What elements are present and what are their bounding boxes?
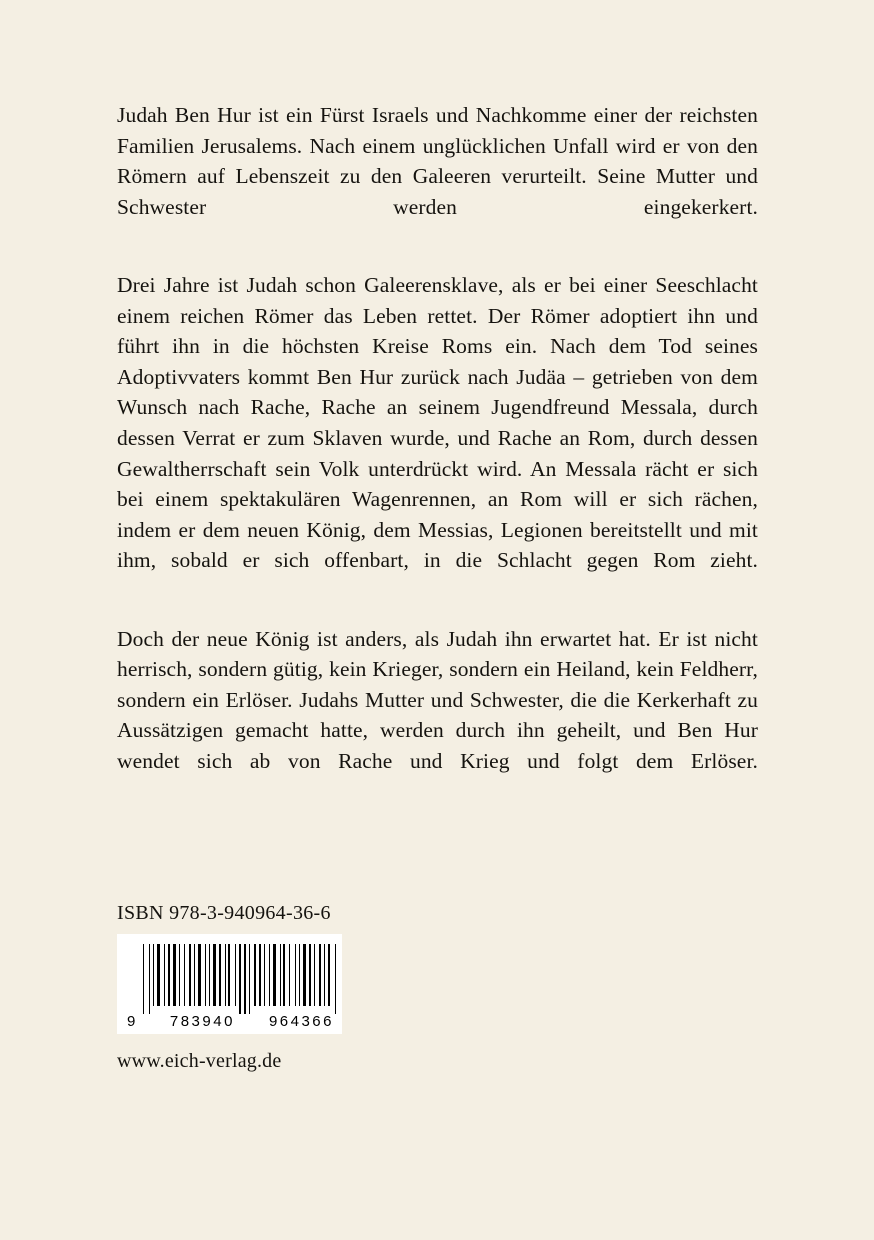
- barcode-bar: [211, 944, 212, 1006]
- barcode-bar: [281, 944, 282, 1006]
- barcode-bar: [189, 944, 191, 1006]
- barcode-bar: [155, 944, 156, 1006]
- barcode-bar: [328, 944, 330, 1006]
- barcode-bar: [271, 944, 272, 1006]
- barcode-bar: [280, 944, 281, 1006]
- barcode-bar: [168, 944, 170, 1006]
- barcode-lead-digit: 9: [127, 1013, 136, 1030]
- barcode-bar: [181, 944, 183, 1006]
- barcode-bar: [171, 944, 173, 1006]
- blurb-paragraph-2: Drei Jahre ist Judah schon Galeerensklave, als er bei einer Seeschlacht einem reichen Römer das Leben rettet. Der Römer adoptiert ihn und führt ihn in die höchsten Kreise Roms ein. Nach dem Tod seines Adoptivvaters kommt Ben Hur zurück nach Judäa – getrieben von dem Wunsch nach Rache, Rache an seinem Jugendfreund Messala, durch dessen Verrat er zum Sklaven wurde, und Rache an Rom, durch dessen Gewaltherrschaft sein Volk unterdrückt wird. An Messala rächt er sich bei einem spektakulären Wagenrennen, an Rom will er sich rächen, indem er dem neuen König, dem Messias, Legionen bereitstellt und mit ihm, sobald er sich offenbart, in die Schlacht gegen Rom zieht.: [117, 272, 758, 573]
- barcode-bar: [235, 944, 236, 1006]
- barcode-bar: [161, 944, 163, 1006]
- barcode-bar: [151, 944, 153, 1006]
- barcode-bar: [205, 944, 206, 1006]
- barcode-bar: [262, 944, 263, 1006]
- barcode-bar: [194, 944, 195, 1006]
- barcode-bar: [286, 944, 288, 1006]
- barcode-bar: [249, 944, 250, 1014]
- barcode-bar: [202, 944, 204, 1006]
- barcode-bar: [259, 944, 262, 1006]
- barcode-digits: [125, 1013, 334, 1030]
- barcode-bar: [312, 944, 313, 1006]
- barcode-bar: [297, 944, 298, 1006]
- barcode-bar: [219, 944, 221, 1006]
- barcode-bar: [213, 944, 216, 1006]
- publisher-website: www.eich-verlag.de: [117, 1050, 282, 1072]
- blurb-paragraph-1: Judah Ben Hur ist ein Fürst Israels und Nachkomme einer der reichsten Familien Jerusalems. Nach einem unglücklichen Unfall wird er von den Römern auf Lebenszeit zu den Galeeren verurteilt. Seine Mutter und Schwester werden eingekerkert.: [117, 103, 758, 219]
- footer-block: [117, 900, 517, 1074]
- barcode-bar: [289, 944, 290, 1006]
- barcode-bar: [301, 944, 302, 1006]
- barcode-bars: [143, 944, 339, 1012]
- barcode-bar: [226, 944, 227, 1006]
- barcode-bar: [254, 944, 256, 1006]
- barcode-bar: [309, 944, 311, 1006]
- barcode-bar: [266, 944, 268, 1006]
- barcode-bar: [149, 944, 150, 1014]
- barcode-bar: [331, 944, 334, 1006]
- barcode-bar: [283, 944, 285, 1006]
- barcode-bar: [228, 944, 230, 1006]
- barcode-bar: [164, 944, 165, 1006]
- blurb-text-block: [117, 100, 758, 807]
- barcode-bar: [335, 944, 336, 1014]
- barcode-bar: [264, 944, 265, 1006]
- barcode-bar: [231, 944, 234, 1006]
- barcode-bar: [273, 944, 276, 1006]
- barcode-bar: [307, 944, 308, 1006]
- barcode-bar: [177, 944, 178, 1006]
- barcode-bar: [277, 944, 279, 1006]
- barcode-bar: [295, 944, 296, 1006]
- barcode-bar: [209, 944, 210, 1006]
- barcode-bar: [198, 944, 201, 1006]
- barcode-bar: [324, 944, 325, 1006]
- barcode-bar: [319, 944, 322, 1006]
- blurb-paragraph-3: Doch der neue König ist anders, als Judah ihn erwartet hat. Er ist nicht herrisch, sondern gütig, kein Krieger, sondern ein Heiland, kein Feldherr, sondern ein Erlöser. Judahs Mutter und Schwester, die die Kerkerhaft zu Aussätzigen gemacht hatte, werden durch ihn geheilt, und Ben Hur wendet sich ab von Rache und Krieg und folgt dem Erlöser.: [117, 626, 758, 773]
- isbn-label: ISBN 978-3-940964-36-6: [117, 902, 331, 924]
- barcode-bar: [184, 944, 185, 1006]
- barcode-bar: [153, 944, 154, 1006]
- barcode-bar: [166, 944, 167, 1006]
- barcode-bar: [145, 944, 148, 1014]
- barcode-bar: [207, 944, 209, 1006]
- barcode-bar: [291, 944, 294, 1006]
- barcode-bar: [192, 944, 193, 1006]
- barcode-bar: [247, 944, 248, 1014]
- barcode-bar: [303, 944, 306, 1006]
- barcode-bar: [316, 944, 318, 1006]
- barcode-bar: [179, 944, 180, 1006]
- barcode-bar: [244, 944, 247, 1014]
- barcode-bar: [269, 944, 270, 1006]
- barcode-bar: [173, 944, 176, 1006]
- barcode-bar: [322, 944, 323, 1006]
- barcode-bar: [299, 944, 301, 1006]
- barcode-bar: [337, 944, 339, 1014]
- barcode-bar: [237, 944, 238, 1006]
- barcode-bar: [326, 944, 327, 1006]
- barcode-bar: [251, 944, 253, 1006]
- barcode-bar: [257, 944, 258, 1006]
- barcode-bar: [222, 944, 224, 1006]
- barcode-bar: [157, 944, 160, 1006]
- barcode-bar: [242, 944, 243, 1014]
- barcode-bar: [314, 944, 315, 1006]
- barcode-group-right: 964366: [268, 1013, 334, 1030]
- barcode-bar: [239, 944, 241, 1014]
- barcode-bar: [196, 944, 197, 1006]
- isbn-barcode: [117, 934, 342, 1034]
- barcode-bar: [143, 944, 144, 1014]
- barcode-bar: [225, 944, 226, 1006]
- barcode-bar: [217, 944, 218, 1006]
- barcode-bar: [186, 944, 189, 1006]
- barcode-group-left: 783940: [169, 1013, 235, 1030]
